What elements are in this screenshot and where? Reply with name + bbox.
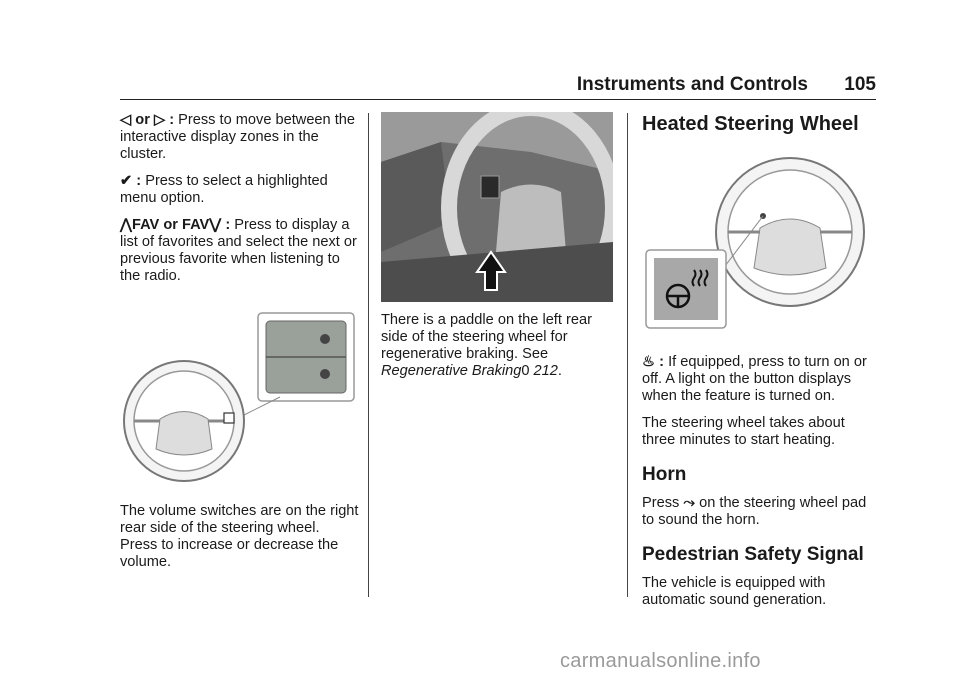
paragraph-text: Press to move between the interactive display zones in the cluster.	[120, 112, 356, 162]
paragraph-favorites	[120, 217, 360, 285]
page-ref-number[interactable]: 212	[529, 363, 558, 379]
column-divider-1	[368, 113, 369, 597]
paragraph-text: Press to select a highlighted menu option.	[120, 173, 328, 206]
horn-paragraph	[642, 495, 878, 529]
fav-label: FAV or FAV	[131, 217, 210, 233]
regenerative-braking-link[interactable]: Regenerative Braking	[381, 363, 522, 379]
paragraph-text: Press	[642, 495, 684, 511]
paragraph-text: Press to display a list of favorites and select the next or previous favorite when listening to the radio.	[120, 217, 357, 284]
volume-switch-illustration	[120, 309, 360, 489]
left-arrow-icon: ◁	[120, 112, 132, 128]
paragraph-select	[120, 173, 360, 207]
page-number: 105	[844, 74, 876, 95]
down-chevron-icon: ⋁	[209, 217, 222, 233]
column-divider-2	[627, 113, 628, 597]
heading-horn: Horn	[642, 464, 687, 485]
or-label: or	[135, 112, 150, 128]
column-3	[642, 112, 878, 619]
paragraph-end: .	[557, 363, 562, 379]
column-2	[381, 112, 613, 390]
paragraph-text: If equipped, press to turn on or off. A light on the button displays when the feature is turned on.	[642, 354, 867, 404]
colon: :	[132, 173, 142, 189]
up-chevron-icon: ⋀	[120, 217, 132, 233]
volume-caption: The volume switches are on the right rear side of the steering wheel. Press to increase or decrease the volume.	[120, 503, 359, 570]
paddle-paragraph	[381, 312, 613, 380]
page-ref-icon: 0	[521, 363, 530, 379]
heated-paragraph-2: The steering wheel takes about three minutes to start heating.	[642, 415, 845, 448]
right-arrow-icon: ▷	[153, 112, 166, 128]
watermark: carmanualsonline.info	[560, 650, 761, 672]
column-1	[120, 112, 360, 581]
colon: :	[165, 112, 175, 128]
heated-paragraph	[642, 354, 878, 405]
paragraph-zone-buttons	[120, 112, 360, 163]
section-title: Instruments and Controls	[576, 74, 808, 95]
heated-wheel-icon: ♨	[642, 354, 656, 370]
colon: :	[655, 354, 665, 370]
horn-icon: ⤳	[683, 495, 696, 511]
colon: :	[221, 217, 231, 233]
pedestrian-paragraph: The vehicle is equipped with automatic sound generation.	[642, 575, 827, 608]
page-header	[0, 74, 960, 98]
header-rule	[120, 99, 876, 100]
paragraph-text: on the steering wheel pad to sound the horn.	[642, 495, 867, 528]
heading-heated-steering-wheel: Heated Steering Wheel	[642, 113, 859, 135]
paragraph-text: There is a paddle on the left rear side of the steering wheel for regenerative braking. See	[381, 312, 592, 362]
checkmark-icon: ✔	[120, 173, 133, 189]
heated-wheel-illustration	[642, 150, 878, 336]
paddle-illustration	[381, 112, 613, 302]
heading-pedestrian-safety-signal: Pedestrian Safety Signal	[642, 544, 864, 565]
